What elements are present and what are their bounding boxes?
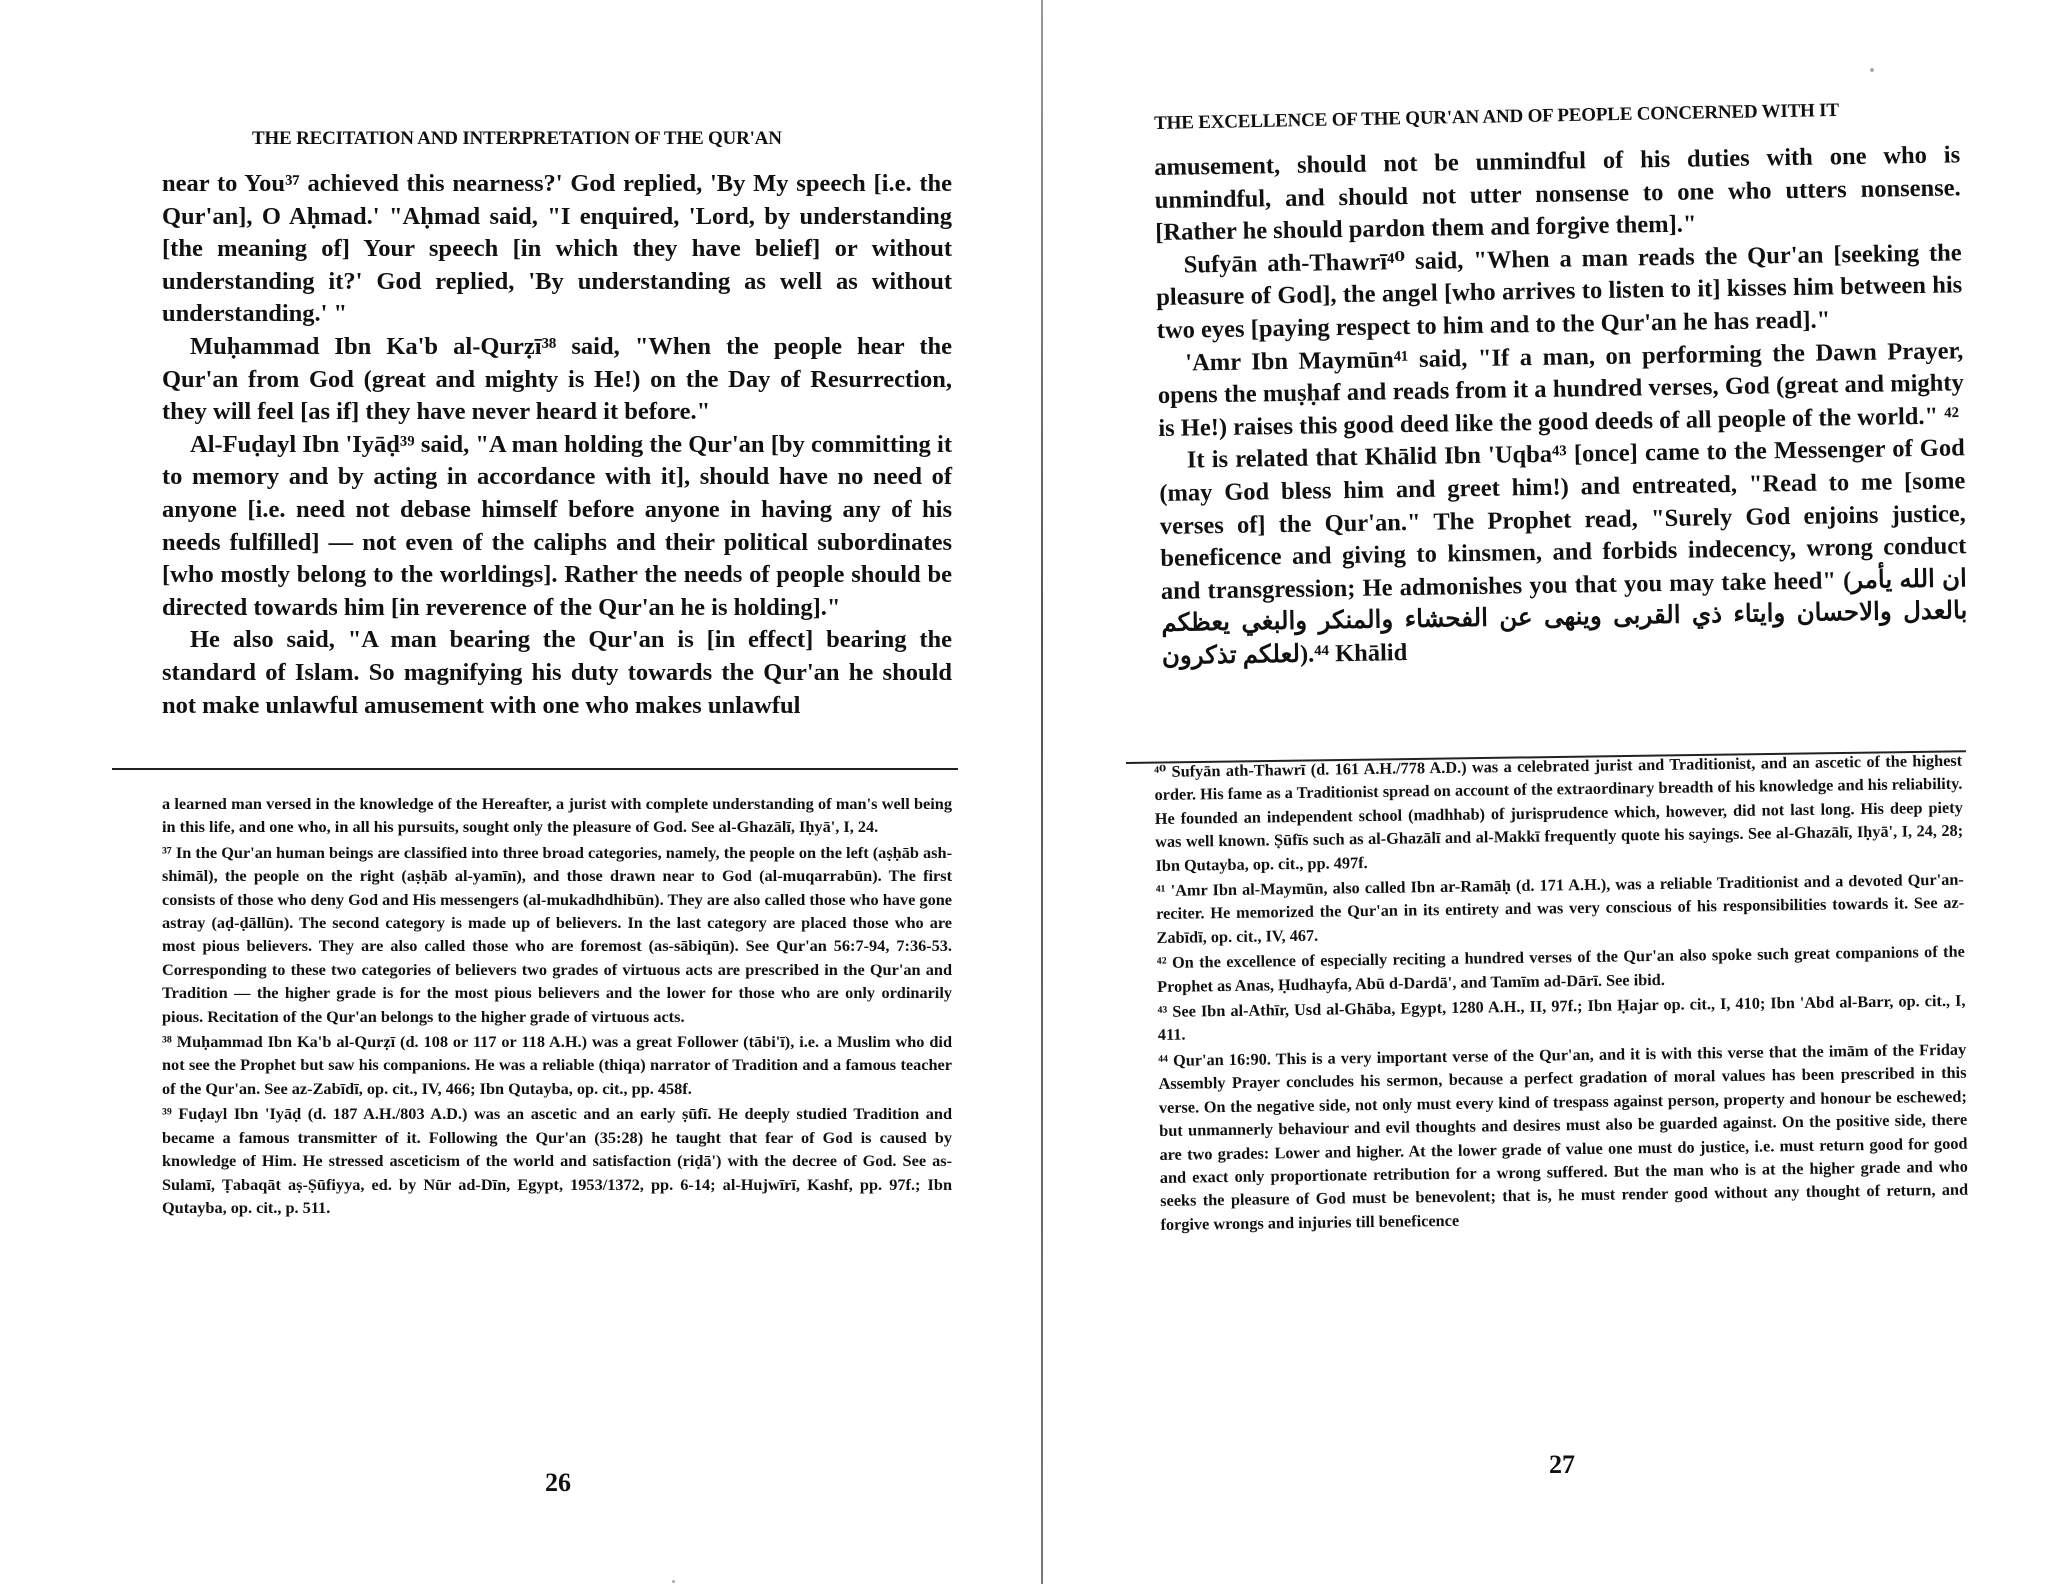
page-number: 26 bbox=[545, 1468, 571, 1497]
footnote: ⁴¹ 'Amr Ibn al-Maymūn, also called Ibn ar-Ramāḥ (d. 171 A.H.), was a reliable Traditionist and a devoted Qur'an-reciter. He memorized the Qur'an in its entirety and was very conscious of his responsibilities towards it. See az-Zabīdī, op. cit., IV, 467. bbox=[1155, 869, 1965, 947]
paragraph: amusement, should not be unmindful of his duties with one who is unmindful, and should not utter nonsense to one who utters nonsense. [Rather he should pardon them and forgive them]." bbox=[1154, 141, 1961, 247]
book-gutter bbox=[1041, 0, 1043, 1584]
footnote-rule bbox=[112, 768, 958, 770]
footnote: ⁴³ See Ibn al-Athīr, Usd al-Ghāba, Egypt, 1280 A.H., II, 97f.; Ibn Ḥajar op. cit., I, 410; Ibn 'Abd al-Barr, op. cit., I, 411. bbox=[1157, 990, 1966, 1045]
footnote: ⁴⁴ Qur'an 16:90. This is a very important verse of the Qur'an, and it is with this verse that the imām of the Friday Assembly Prayer concludes his sermon, because a perfect gradation of moral values has been prescribed in this verse. On the negative side, not only must every kind of trespass against person, property and honour be eschewed; but unmannerly behaviour and evil thoughts and desires must also be guarded against. On the positive side, there are two grades: Lower and higher. At the lower grade of value one must do justice, i.e. must return good for good and exact only proportionate retribution for a wrong suffered. But the man who is at the higher grade and who seeks the pleasure of God must be benevolent; that is, he must render good without any thought of return, and forgive wrongs and injuries till beneficence bbox=[1158, 1039, 1969, 1234]
footnote: ³⁷ In the Qur'an human beings are classified into three broad categories, namely, the people on the left (aṣḥāb ash-shimāl), the people on the right (aṣḥāb al-yamīn), and those drawn near to God (al-muqarrabūn). The first consists of those who deny God and His messengers (al-mukadhdhibūn). They are also called those who have gone astray (aḍ-ḍāllūn). The second category is made up of believers. In the last category are placed those who are most pious believers. They are also called those who are foremost (as-sābiqūn). See Qur'an 56:7-94, 7:36-53. Corresponding to these two categories of believers two grades of virtuous acts are prescribed in the Qur'an and Tradition — the higher grade is for the most pious believers and the lower for those who are only ordinarily pious. Recitation of the Qur'an belongs to the higher grade of virtuous acts. bbox=[162, 842, 952, 1026]
footnote: ⁴² On the excellence of especially reciting a hundred verses of the Qur'an also spoke such great companions of the Prophet as Anas, Ḥudhayfa, Abū d-Dardā', and Tamīm ad-Dārī. See ibid. bbox=[1156, 941, 1965, 996]
scan-speck bbox=[1870, 68, 1874, 72]
paragraph: near to You³⁷ achieved this nearness?' God replied, 'By My speech [i.e. the Qur'an], O Aḥmad.' "Aḥmad said, "I enquired, 'Lord, by understanding [the meaning of] Your speech [in which they have belief] or without understanding it?' God replied, 'By understanding as well as without understanding.' " bbox=[162, 170, 952, 328]
main-text bbox=[162, 168, 952, 722]
footnotes bbox=[162, 790, 952, 1219]
paragraph: Sufyān ath-Thawrī⁴⁰ said, "When a man reads the Qur'an [seeking the pleasure of God], the angel [who arrives to listen to it] kisses him between his two eyes [paying respect to him and to the Qur'an he has read]." bbox=[1156, 239, 1963, 344]
footnote: ³⁸ Muḥammad Ibn Ka'b al-Qurẓī (d. 108 or 117 or 118 A.H.) was a great Follower (tābi'ī), i.e. a Muslim who did not see the Prophet but saw his companions. He was a reliable (thiqa) narrator of Tradition and a famous teacher of the Qur'an. See az-Zabīdī, op. cit., IV, 466; Ibn Qutayba, op. cit., pp. 458f. bbox=[162, 1032, 952, 1098]
footnote: ⁴⁰ Sufyān ath-Thawrī (d. 161 A.H./778 A.D.) was a celebrated jurist and Traditionist, and an ascetic of the highest order. His fame as a Traditionist spread on account of the extraordinary breadth of his knowledge and his reliability. He founded an independent school (madhhab) of jurisprudence which, however, did not last long. His deep piety was well known. Ṣūfīs such as al-Ghazālī and al-Makkī frequently quote his sayings. See al-Ghazālī, Iḥyā', I, 24, 28; Ibn Qutayba, op. cit., pp. 497f. bbox=[1154, 750, 1964, 875]
page-number: 27 bbox=[1549, 1450, 1575, 1479]
paragraph: He also said, "A man bearing the Qur'an is [in effect] bearing the standard of Islam. So magnifying his duty towards the Qur'an he should not make unlawful amusement with one who makes unlawful bbox=[162, 626, 952, 719]
running-head: THE EXCELLENCE OF THE QUR'AN AND OF PEOPLE CONCERNED WITH IT bbox=[1154, 99, 1840, 134]
footnote: a learned man versed in the knowledge of the Hereafter, a jurist with complete understanding of man's well being in this life, and one who, in all his pursuits, sought only the pleasure of God. See al-Ghazālī, Iḥyā', I, 24. bbox=[162, 794, 952, 837]
footnote: ³⁹ Fuḍayl Ibn 'Iyāḍ (d. 187 A.H./803 A.D.) was an ascetic and an early ṣūfī. He deeply studied Tradition and became a famous transmitter of it. Following the Qur'an (35:28) he taught that fear of God is caused by knowledge of Him. He stressed asceticism of the world and satisfaction (riḍā') with the decree of God. See as-Sulamī, Ṭabaqāt aṣ-Ṣūfiyya, ed. by Nūr ad-Dīn, Egypt, 1953/1372, pp. 6-14; al-Hujwīrī, Kashf, pp. 97f.; Ibn Qutayba, op. cit., p. 511. bbox=[162, 1104, 952, 1217]
scan-speck bbox=[672, 1580, 675, 1583]
paragraph: 'Amr Ibn Maymūn⁴¹ said, "If a man, on performing the Dawn Prayer, opens the muṣḥaf and reads from it a hundred verses, God (great and mighty is He!) raises this good deed like the good deeds of all people of the world." ⁴² bbox=[1157, 336, 1964, 442]
running-head: THE RECITATION AND INTERPRETATION OF THE QUR'AN bbox=[252, 128, 782, 149]
paragraph: Al-Fuḍayl Ibn 'Iyāḍ³⁹ said, "A man holding the Qur'an [by committing it to memory and by acting in accordance with it], should have no need of anyone [i.e. need not debase himself before anyone in having any of his needs fulfilled] — not even of the caliphs and their political subordinates [who mostly belong to the worldings]. Rather the needs of people should be directed towards him [in reverence of the Qur'an he is holding]." bbox=[162, 430, 952, 621]
paragraph: It is related that Khālid Ibn 'Uqba⁴³ [once] came to the Messenger of God (may God bless him and greet him!) and entreated, "Read to me [some verses of] the Qur'an." The Prophet read, "Surely God enjoins justice, beneficence and giving to kinsmen, and forbids indecency, wrong conduct and transgression; He admonishes you that you may take heed" (ان الله يأمر بالعدل والاحسان وايتاء ذي القربى وينهى عن الفحشاء والمنكر والبغي يعظكم لعلكم تذكرون).⁴⁴ Khālid bbox=[1159, 434, 1968, 670]
paragraph: Muḥammad Ibn Ka'b al-Qurẓī³⁸ said, "When the people hear the Qur'an from God (great and mighty is He!) on the Day of Resurrection, they will feel [as if] they have never heard it before." bbox=[162, 332, 952, 426]
footnotes bbox=[1154, 747, 1969, 1236]
right-page bbox=[1044, 0, 2048, 1584]
main-text bbox=[1154, 139, 1968, 673]
